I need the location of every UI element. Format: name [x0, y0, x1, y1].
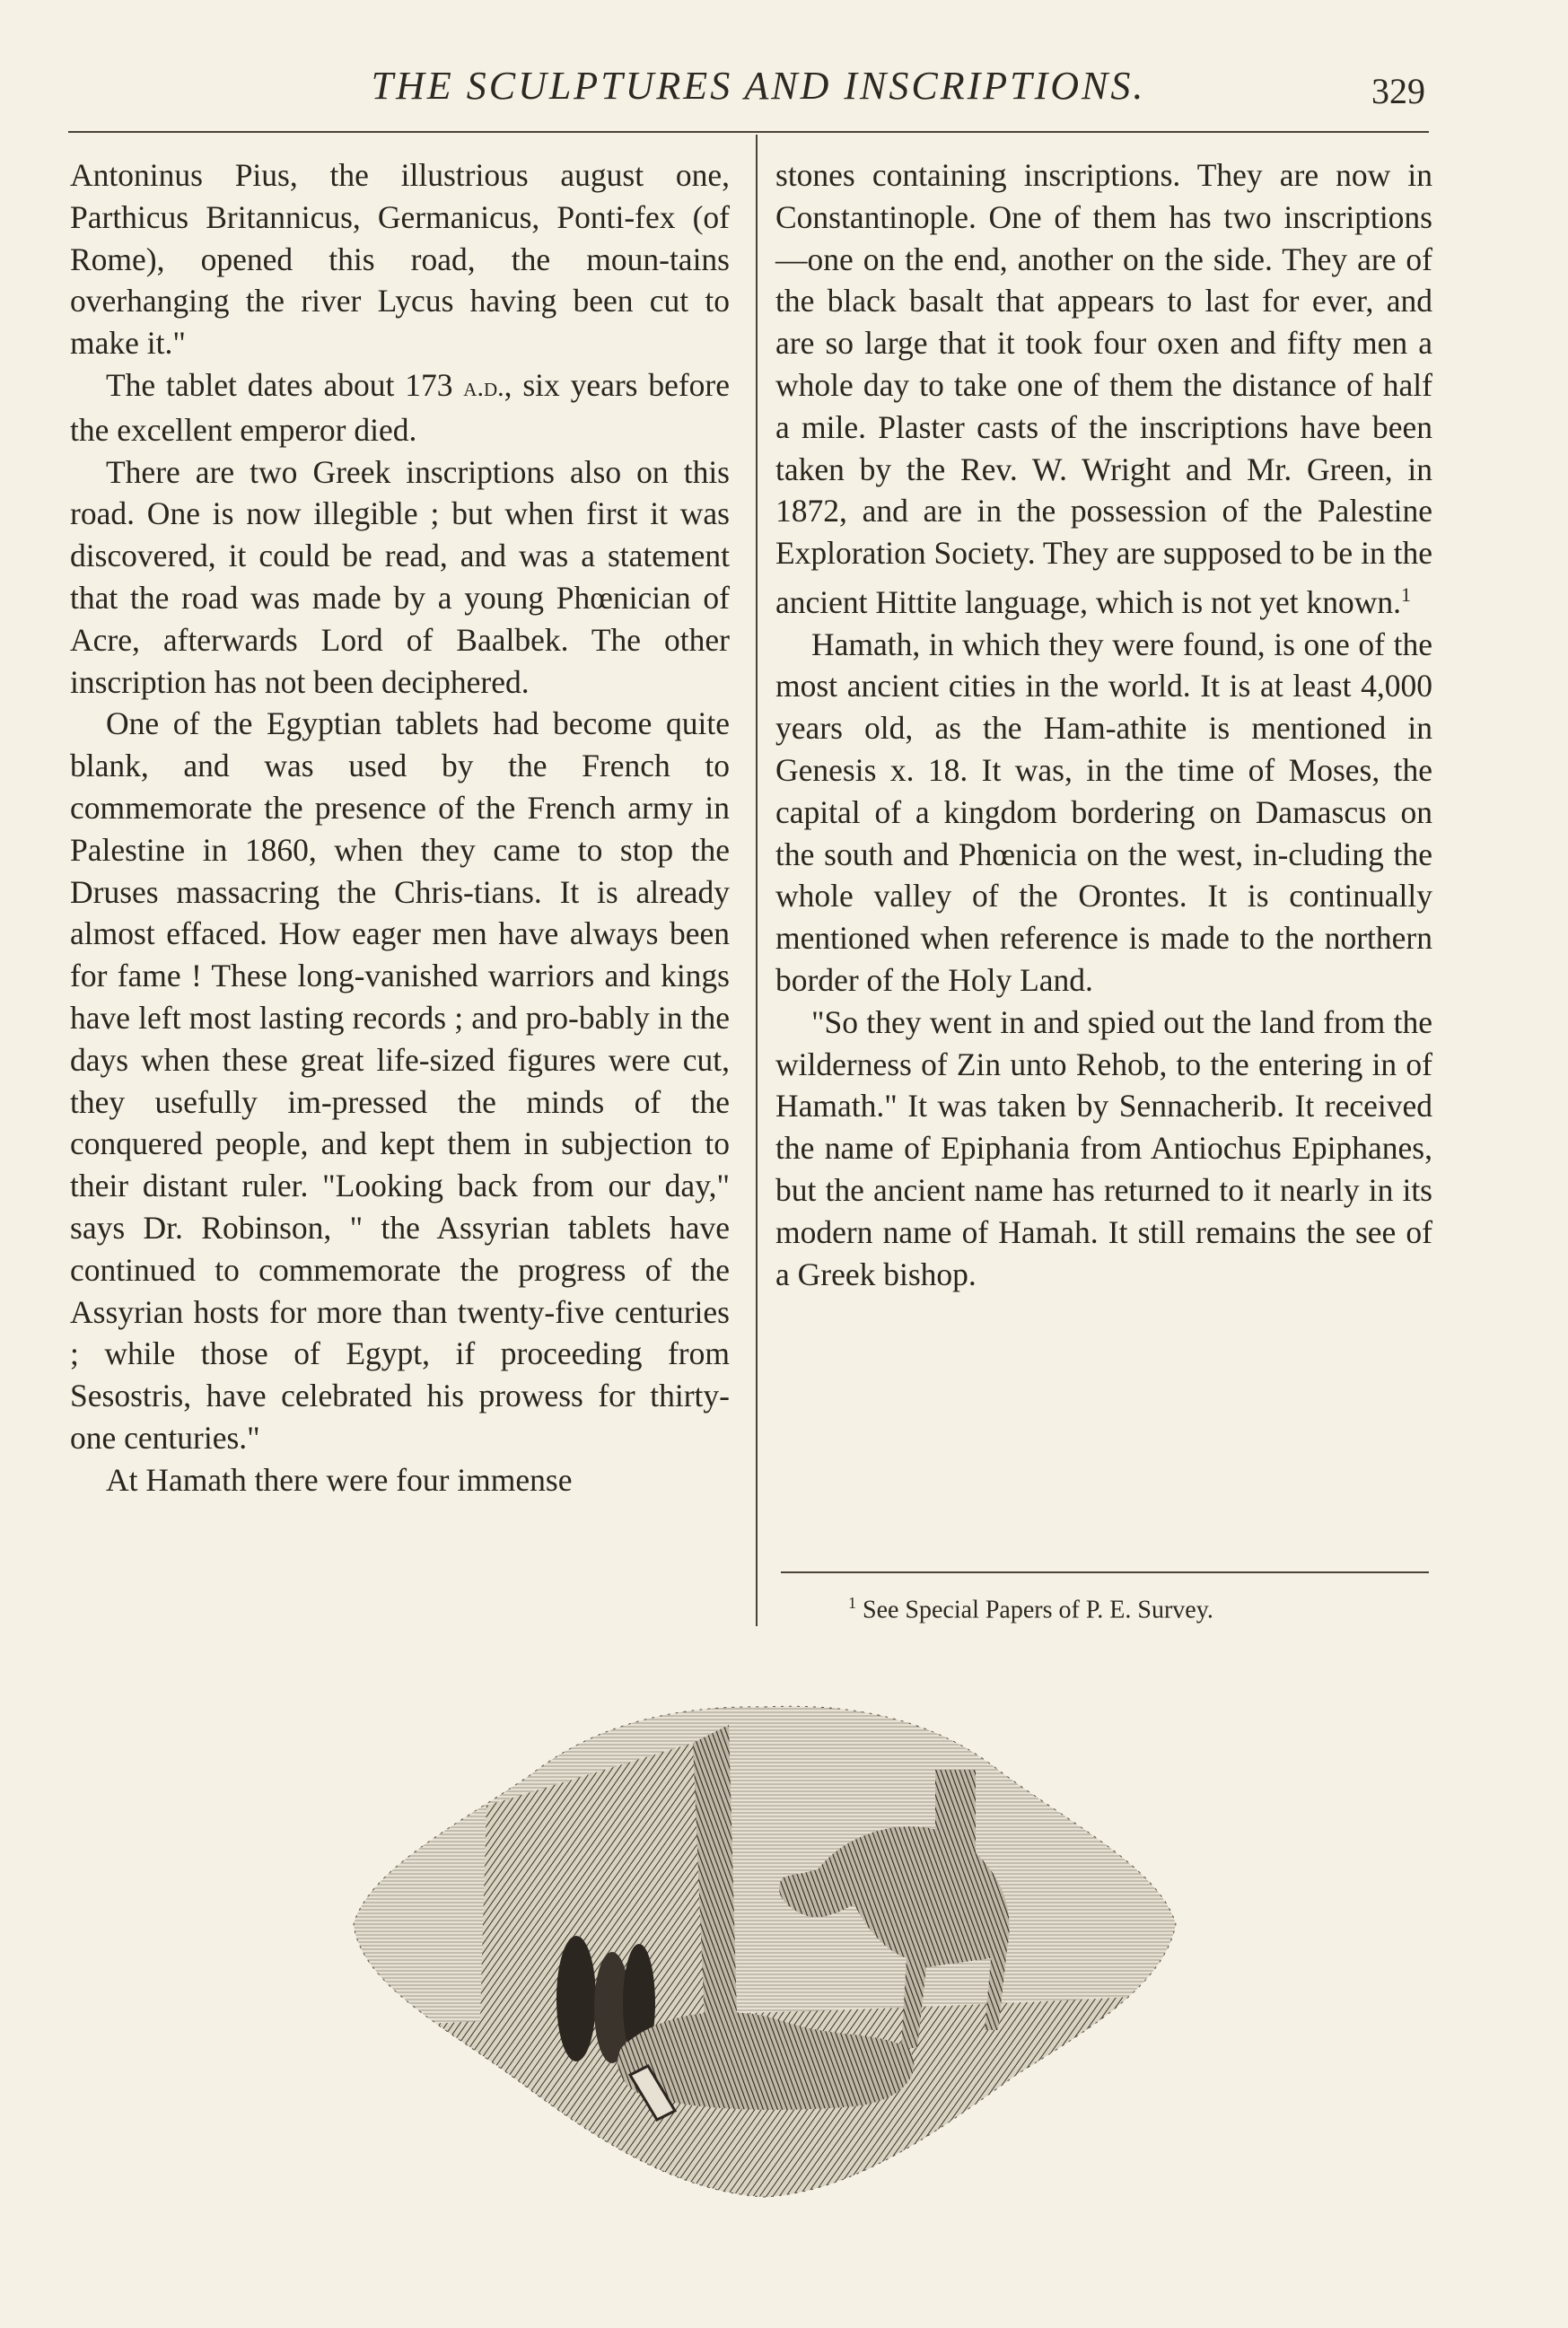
- paragraph: [70, 364, 730, 451]
- camel-engraving-illustration: [352, 1689, 1178, 2201]
- footnote-reference: 1: [1401, 582, 1412, 606]
- column-divider: [756, 135, 758, 1626]
- paragraph: Antoninus Pius, the illustrious august one, Parthicus Britannicus, Germanicus, Ponti-fex (of Rome), opened this road, the moun-tains overhanging the river Lycus having been cut to make it.": [70, 157, 730, 362]
- running-head: THE SCULPTURES AND INSCRIPTIONS.: [371, 64, 1146, 108]
- paragraph: "So they went in and spied out the land from the wilderness of Zin unto Rehob, to the entering in of Hamath." It was taken by Sennacherib. It received the name of Epiphania from Antiochus Epiphanes, but the ancient name has returned to it nearly in its modern name of Hamah. It still remains the see of a Greek bishop.: [775, 1003, 1432, 1292]
- footnote-rule: [781, 1571, 1429, 1573]
- right-column: [775, 154, 1432, 1295]
- footnote-mark: 1: [848, 1594, 856, 1612]
- paragraph: At Hamath there were four immense: [106, 1461, 573, 1498]
- era-abbreviation: a.d.: [463, 372, 504, 402]
- paragraph-text: , six years before the excellent emperor died.: [70, 366, 730, 448]
- paragraph: There are two Greek inscriptions also on this road. One is now illegible ; but when first it was discovered, it could be read, and was a statement that the road was made by a young Phœnician of Acre, afterwards Lord of Baalbek. The other inscription has not been deciphered.: [70, 453, 730, 700]
- left-column: [70, 154, 730, 1501]
- paragraph: [775, 154, 1432, 624]
- footnote: [848, 1594, 1213, 1624]
- paragraph-text: The tablet dates about 173: [106, 366, 464, 403]
- paragraph: Hamath, in which they were found, is one of the most ancient cities in the world. It is at least 4,000 years old, as the Ham-athite is mentioned in Genesis x. 18. It was, in the time of Moses, the capital of a kingdom bordering on Damascus on the south and Phœnicia on the west, in-cluding the whole valley of the Orontes. It is continually mentioned when reference is made to the northern border of the Holy Land.: [775, 626, 1432, 998]
- page-number: 329: [1371, 71, 1425, 111]
- header-rule: [68, 131, 1429, 133]
- paragraph-text: stones containing inscriptions. They are now in Constantinople. One of them has two inscriptions—one on the end, another on the side. They are of the black basalt that appears to last for ever, and are so large that it took four oxen and fifty men a whole day to take one of them the distance of half a mile. Plaster casts of the inscriptions have been taken by the Rev. W. Wright and Mr. Green, in 1872, and are in the possession of the Palestine Exploration Society. They are supposed to be in the ancient Hittite language, which is not yet known.: [775, 157, 1432, 620]
- paragraph: One of the Egyptian tablets had become quite blank, and was used by the French to commemorate the presence of the French army in Palestine in 1860, when they came to stop the Druses massacring the Chris-tians. It is already almost effaced. How eager men have always been for fame ! These long-vanished warriors and kings have left most lasting records ; and pro-bably in the days when these great life-sized figures were cut, they usefully im-pressed the minds of the conquered people, and kept them in subjection to their distant ruler. "Looking back from our day," says Dr. Robinson, " the Assyrian tablets have continued to commemorate the progress of the Assyrian hosts for more than twenty-five centuries ; while those of Egypt, if proceeding from Sesostris, have celebrated his prowess for thirty-one centuries.": [70, 705, 730, 1456]
- footnote-text: See Special Papers of P. E. Survey.: [863, 1596, 1213, 1624]
